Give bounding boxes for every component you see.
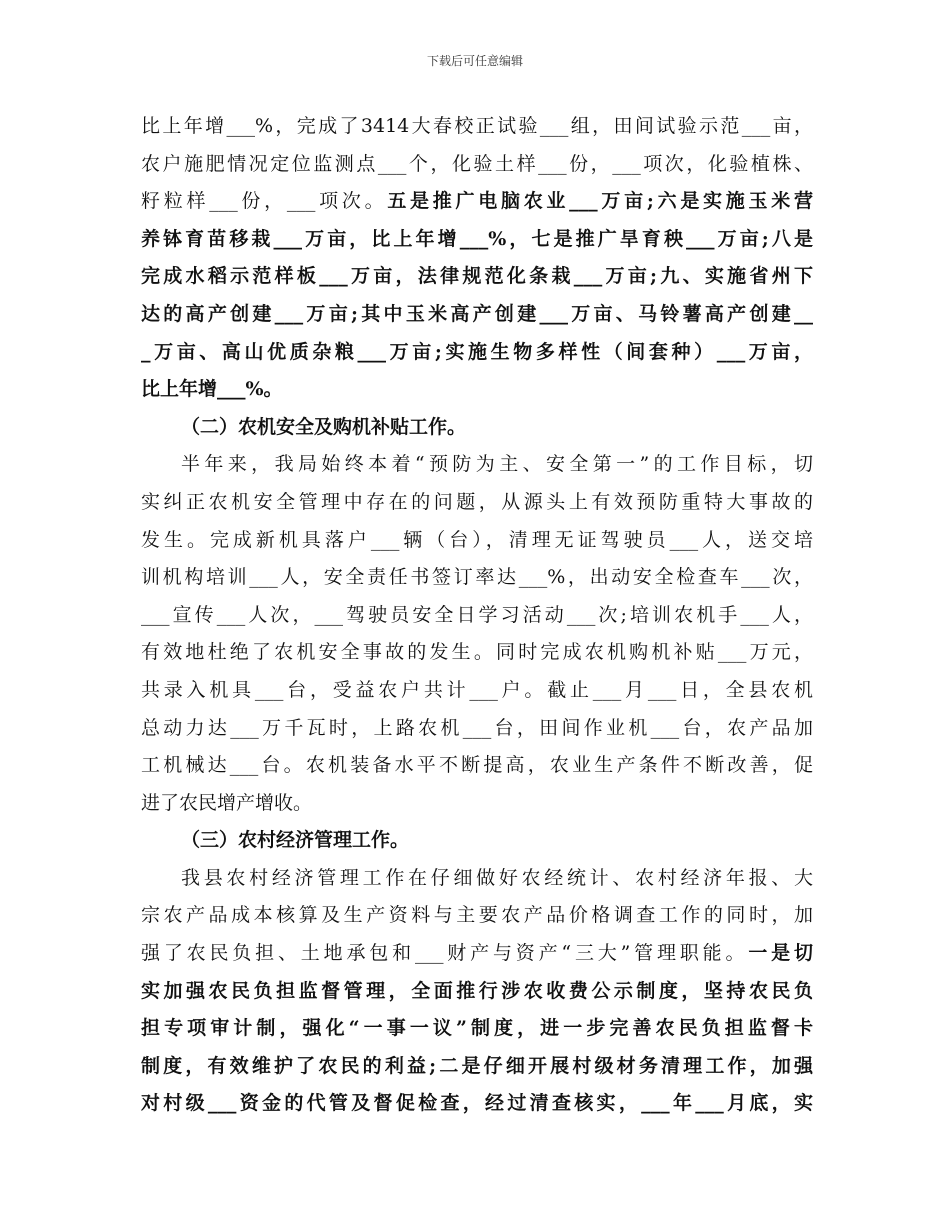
text-line bbox=[141, 146, 813, 184]
bold-text-run: 对村级___资金的代管及督促检查，经过清查核实，___年___月底，实 bbox=[141, 1092, 813, 1115]
section-heading-text: （二）农机安全及购机补贴工作。 bbox=[181, 415, 467, 438]
text-line bbox=[141, 935, 813, 973]
text-line bbox=[141, 597, 813, 635]
text-run: 籽粒样___份，___项次。 bbox=[141, 190, 388, 213]
text-line bbox=[141, 296, 813, 334]
text-line bbox=[141, 559, 813, 597]
text-run: 发生。完成新机具落户___辆（台），清理无证驾驶员___人，送交培 bbox=[141, 528, 813, 551]
text-run: 总动力达___万千瓦时，上路农机___台，田间作业机___台，农产品加 bbox=[141, 716, 813, 739]
text-line bbox=[141, 860, 813, 898]
text-line bbox=[141, 897, 813, 935]
text-run: 有效地杜绝了农机安全事故的发生。同时完成农机购机补贴___万元， bbox=[141, 641, 813, 664]
text-line bbox=[141, 522, 813, 560]
text-run: 强了农民负担、土地承包和___财产与资产“三大”管理职能。 bbox=[141, 942, 749, 965]
bold-text-run: 担专项审计制，强化“一事一议”制度，进一步完善农民负担监督卡 bbox=[141, 1017, 813, 1040]
text-run: 工机械达___台。农机装备水平不断提高，农业生产条件不断改善，促 bbox=[141, 754, 813, 777]
bold-text-run: 完成水稻示范样板___万亩，法律规范化条栽___万亩;九、实施省州下 bbox=[141, 265, 813, 288]
text-line bbox=[141, 785, 813, 823]
text-line bbox=[141, 221, 813, 259]
section-heading-text: （三）农村经济管理工作。 bbox=[181, 829, 410, 852]
text-line bbox=[141, 1010, 813, 1048]
text-line bbox=[141, 1085, 813, 1123]
text-line bbox=[141, 1048, 813, 1086]
bold-text-run: _万亩、高山优质杂粮___万亩;实施生物多样性（间套种）___万亩， bbox=[141, 340, 813, 363]
bold-text-run: 五是推广电脑农业___万亩;六是实施玉米营 bbox=[387, 190, 813, 213]
document-body bbox=[141, 108, 813, 1123]
bold-text-run: 制度，有效维护了农民的利益;二是仔细开展村级材务清理工作，加强 bbox=[141, 1054, 813, 1077]
text-run: 实纠正农机安全管理中存在的问题，从源头上有效预防重特大事故的 bbox=[141, 490, 813, 513]
section-heading bbox=[141, 409, 813, 447]
bold-text-run: 实加强农民负担监督管理，全面推行涉农收费公示制度，坚持农民负 bbox=[141, 979, 813, 1002]
text-line bbox=[141, 747, 813, 785]
text-line bbox=[141, 634, 813, 672]
text-line bbox=[141, 334, 813, 372]
bold-text-run: 养钵育苗移栽___万亩，比上年增___%，七是推广旱育秧___万亩;八是 bbox=[141, 227, 813, 250]
text-line bbox=[141, 446, 813, 484]
text-line bbox=[141, 973, 813, 1011]
text-run: 宗农产品成本核算及生产资料与主要农产品价格调查工作的同时，加 bbox=[141, 904, 813, 927]
text-run: ___宣传___人次，___驾驶员安全日学习活动___次;培训农机手___人， bbox=[141, 603, 813, 626]
text-line bbox=[141, 108, 813, 146]
text-run: 半年来，我局始终本着“预防为主、安全第一”的工作目标，切 bbox=[181, 453, 813, 476]
text-run: 比上年增___%，完成了3414大春校正试验___组，田间试验示范___亩， bbox=[141, 115, 813, 137]
section-heading bbox=[141, 822, 813, 860]
text-line bbox=[141, 484, 813, 522]
bold-text-run: 比上年增___%。 bbox=[141, 378, 283, 401]
text-run: 进了农民增产增收。 bbox=[141, 791, 313, 814]
text-run: 农户施肥情况定位监测点___个，化验土样___份，___项次，化验植株、 bbox=[141, 152, 813, 175]
bold-text-run: 达的高产创建___万亩;其中玉米高产创建___万亩、马铃薯高产创建__ bbox=[141, 302, 813, 325]
text-line bbox=[141, 258, 813, 296]
text-run: 共录入机具___台，受益农户共计___户。截止___月___日，全县农机 bbox=[141, 678, 813, 701]
text-run: 我县农村经济管理工作在仔细做好农经统计、农村经济年报、大 bbox=[181, 866, 813, 889]
text-line bbox=[141, 672, 813, 710]
bold-text-run: 一是切 bbox=[748, 942, 813, 965]
page-header: 下载后可任意编辑 bbox=[426, 54, 523, 68]
text-line bbox=[141, 710, 813, 748]
text-run: 训机构培训___人，安全责任书签订率达___%，出动安全检查车___次， bbox=[141, 566, 813, 589]
text-line bbox=[141, 371, 813, 409]
text-line bbox=[141, 183, 813, 221]
